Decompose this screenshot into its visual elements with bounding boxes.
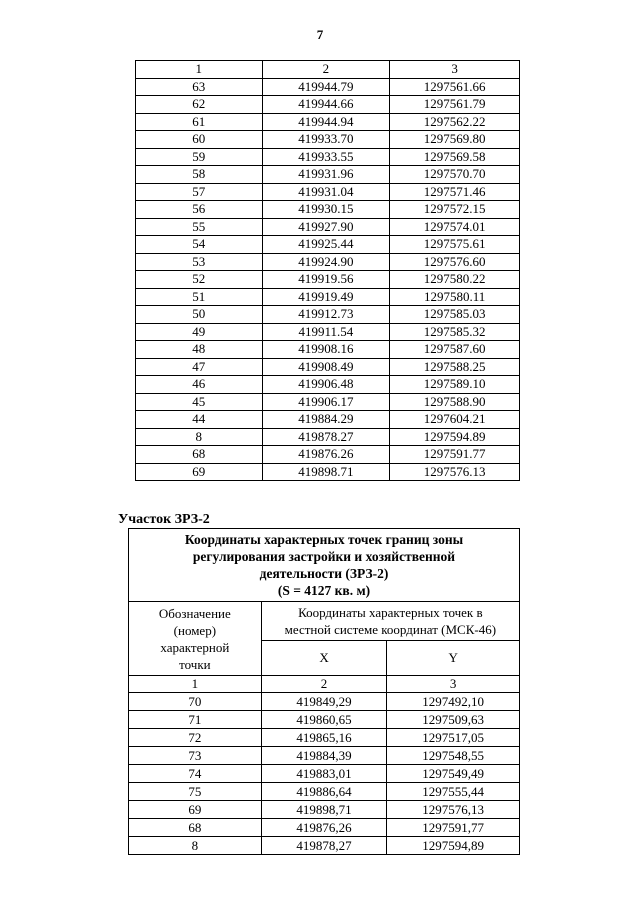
table-row [129,819,520,837]
point-number-cell: 48 [136,341,263,359]
table-row [136,201,520,219]
point-number-cell: 47 [136,358,263,376]
y-coordinate-cell: 1297587.60 [390,341,520,359]
coordinates-header [261,602,519,641]
table-row [136,411,520,429]
x-coordinate-cell: 419919.56 [262,271,390,289]
y-coordinate-cell: 1297588.25 [390,358,520,376]
y-coordinate-cell: 1297492,10 [387,693,520,711]
table-row [136,446,520,464]
y-coordinate-cell: 1297555,44 [387,783,520,801]
x-coordinate-cell: 419911.54 [262,323,390,341]
column-index-cell: 1 [136,61,263,79]
table-row [129,801,520,819]
table-index-row [129,676,520,693]
x-coordinate-cell: 419898,71 [261,801,387,819]
point-number-cell: 53 [136,253,263,271]
y-coordinate-cell: 1297561.79 [390,96,520,114]
y-coordinate-cell: 1297574.01 [390,218,520,236]
point-number-cell: 59 [136,148,263,166]
page-number: 7 [316,27,324,42]
point-number-cell: 44 [136,411,263,429]
table-row [136,288,520,306]
y-header: Y [387,641,520,676]
table-row [129,711,520,729]
point-number-cell: 54 [136,236,263,254]
table-row [136,271,520,289]
point-number-cell: 74 [129,765,262,783]
caption-area: (S = 4127 кв. м) [277,583,371,598]
x-coordinate-cell: 419906.17 [262,393,390,411]
y-coordinate-cell: 1297571.46 [390,183,520,201]
point-number-cell: 72 [129,729,262,747]
y-coordinate-cell: 1297585.32 [390,323,520,341]
y-coordinate-cell: 1297594.89 [390,428,520,446]
table-header-row [136,61,520,79]
x-coordinate-cell: 419944.79 [262,78,390,96]
header-line: (номер) [173,622,217,638]
point-number-cell: 71 [129,711,262,729]
x-coordinate-cell: 419865,16 [261,729,387,747]
y-coordinate-cell: 1297561.66 [390,78,520,96]
coordinates-table-continued [135,60,520,481]
y-coordinate-cell: 1297589.10 [390,376,520,394]
x-coordinate-cell: 419876.26 [262,446,390,464]
y-coordinate-cell: 1297548,55 [387,747,520,765]
table-row [136,323,520,341]
y-coordinate-cell: 1297580.22 [390,271,520,289]
table-row [136,306,520,324]
y-coordinate-cell: 1297576.13 [390,463,520,481]
point-number-cell: 70 [129,693,262,711]
point-designation-header [129,602,262,676]
table-row [129,837,520,855]
y-coordinate-cell: 1297549,49 [387,765,520,783]
x-coordinate-cell: 419906.48 [262,376,390,394]
x-header: X [261,641,387,676]
table-row [129,693,520,711]
x-coordinate-cell: 419931.04 [262,183,390,201]
table-row [136,148,520,166]
x-coordinate-cell: 419924.90 [262,253,390,271]
caption-line: регулирования застройки и хозяйственной [192,549,456,564]
point-number-cell: 68 [136,446,263,464]
table-row [129,747,520,765]
x-coordinate-cell: 419931.96 [262,166,390,184]
caption-line: Координаты характерных точек границ зоны [184,532,464,547]
x-coordinate-cell: 419912.73 [262,306,390,324]
table-row [136,131,520,149]
x-coordinate-cell: 419878.27 [262,428,390,446]
header-line: точки [179,656,211,672]
y-coordinate-cell: 1297591,77 [387,819,520,837]
header-line: характерной [160,639,230,655]
table-row [129,729,520,747]
point-number-cell: 55 [136,218,263,236]
table-row [136,393,520,411]
table-row [136,428,520,446]
x-coordinate-cell: 419944.94 [262,113,390,131]
y-coordinate-cell: 1297570.70 [390,166,520,184]
point-number-cell: 61 [136,113,263,131]
y-coordinate-cell: 1297572.15 [390,201,520,219]
section-heading: Участок ЗРЗ-2 [118,512,210,527]
table-row [136,166,520,184]
table-row [129,765,520,783]
y-coordinate-cell: 1297517,05 [387,729,520,747]
point-number-cell: 73 [129,747,262,765]
x-coordinate-cell: 419919.49 [262,288,390,306]
x-coordinate-cell: 419930.15 [262,201,390,219]
column-index-cell: 1 [129,676,262,693]
table-row [129,783,520,801]
point-number-cell: 63 [136,78,263,96]
table-row [136,96,520,114]
point-number-cell: 50 [136,306,263,324]
header-line: Обозначение [158,605,231,621]
column-index-cell: 3 [387,676,520,693]
point-number-cell: 69 [136,463,263,481]
column-index-cell: 2 [262,61,390,79]
x-coordinate-cell: 419908.49 [262,358,390,376]
table-row [136,78,520,96]
x-coordinate-cell: 419944.66 [262,96,390,114]
point-number-cell: 49 [136,323,263,341]
point-number-cell: 69 [129,801,262,819]
point-number-cell: 75 [129,783,262,801]
y-coordinate-cell: 1297576.60 [390,253,520,271]
caption-line: деятельности (ЗРЗ-2) [259,566,389,581]
table-row [136,376,520,394]
y-coordinate-cell: 1297575.61 [390,236,520,254]
table-row [136,341,520,359]
x-coordinate-cell: 419933.55 [262,148,390,166]
x-coordinate-cell: 419925.44 [262,236,390,254]
x-coordinate-cell: 419876,26 [261,819,387,837]
point-number-cell: 62 [136,96,263,114]
zrz-2-coordinates-table [128,528,520,855]
y-coordinate-cell: 1297569.58 [390,148,520,166]
header-line: Координаты характерных точек в [298,605,483,620]
x-coordinate-cell: 419927.90 [262,218,390,236]
column-index-cell: 2 [261,676,387,693]
point-number-cell: 8 [136,428,263,446]
y-coordinate-cell: 1297562.22 [390,113,520,131]
x-coordinate-cell: 419849,29 [261,693,387,711]
table-row [136,113,520,131]
x-coordinate-cell: 419933.70 [262,131,390,149]
table-row [136,183,520,201]
point-number-cell: 56 [136,201,263,219]
y-coordinate-cell: 1297591.77 [390,446,520,464]
y-coordinate-cell: 1297594,89 [387,837,520,855]
table-row [136,218,520,236]
column-index-cell: 3 [390,61,520,79]
x-coordinate-cell: 419886,64 [261,783,387,801]
y-coordinate-cell: 1297580.11 [390,288,520,306]
x-coordinate-cell: 419878,27 [261,837,387,855]
x-coordinate-cell: 419860,65 [261,711,387,729]
point-number-cell: 68 [129,819,262,837]
point-number-cell: 8 [129,837,262,855]
table-row [136,253,520,271]
y-coordinate-cell: 1297569.80 [390,131,520,149]
x-coordinate-cell: 419898.71 [262,463,390,481]
point-number-cell: 57 [136,183,263,201]
point-number-cell: 51 [136,288,263,306]
y-coordinate-cell: 1297585.03 [390,306,520,324]
point-number-cell: 60 [136,131,263,149]
x-coordinate-cell: 419908.16 [262,341,390,359]
header-line: местной системе координат (МСК-46) [284,622,497,637]
point-number-cell: 46 [136,376,263,394]
table-row [136,236,520,254]
table-row [136,358,520,376]
y-coordinate-cell: 1297576,13 [387,801,520,819]
y-coordinate-cell: 1297588.90 [390,393,520,411]
y-coordinate-cell: 1297604.21 [390,411,520,429]
point-number-cell: 58 [136,166,263,184]
table-caption [129,529,520,602]
x-coordinate-cell: 419883,01 [261,765,387,783]
x-coordinate-cell: 419884,39 [261,747,387,765]
point-number-cell: 52 [136,271,263,289]
x-coordinate-cell: 419884.29 [262,411,390,429]
point-number-cell: 45 [136,393,263,411]
table-row [136,463,520,481]
y-coordinate-cell: 1297509,63 [387,711,520,729]
